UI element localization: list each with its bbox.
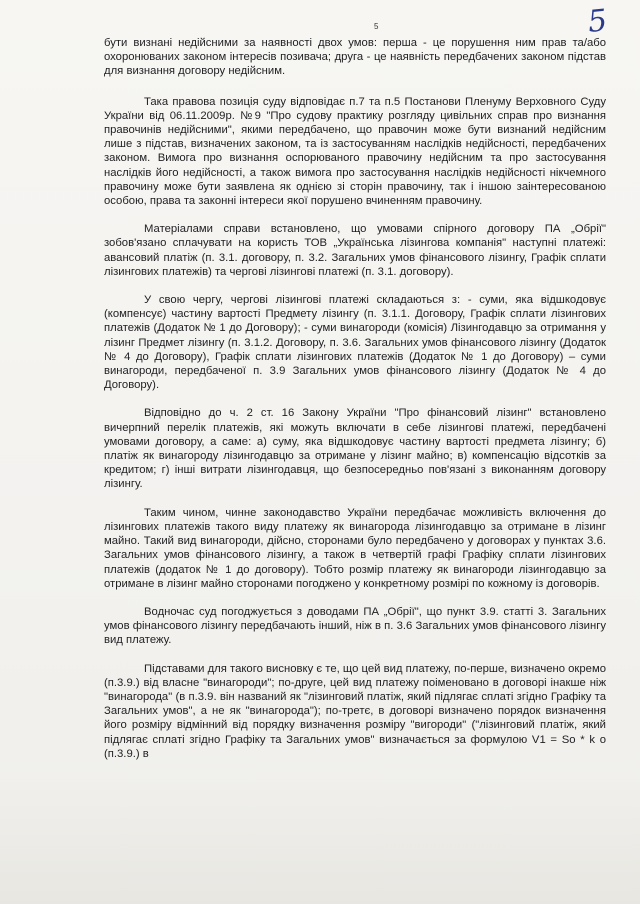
scan-shading — [0, 780, 640, 904]
paragraph-grounds: Підставами для такого висновку є те, що цей вид платежу, по-перше, визначено окремо (п.3.9.) від власне "винагороди"; по-друге, цей вид платежу поіменовано в договорі інакше ніж "винагорода" (в п.3.9. він названий як "лізинговий платіж, який підлягає сплаті згідно Графіку та Загальних умов", а не як "винагорода"); по-третє, в договорі визначено порядок визначення його розміру відмінний від порядку визначення розміру "вигороди" ("лізинговий платіж, який підлягає сплаті згідно Графіку та Загальних умов" визначається за формулою V1 = So * k o (п.3.9.) в — [104, 662, 606, 760]
paragraph-legislation: Таким чином, чинне законодавство України передбачає можливість включення до лізингових платежів такого виду платежу як винагорода лізингодавцю за отримане в лізинг майно. Такий вид винагороди, дійсно, сторонами було передбачено у договорах у пунктах 3.6. Загальних умов фінансового лізингу, а також в четвертій графі Графіку сплати лізингових платежів (додаток № 1 до договору). Тобто розмір платежу як винагороди лізингодавцю за отримане в лізинг майно сторонами погоджено у конкретному розмірі по кожному із договорів. — [104, 506, 606, 590]
document-body — [104, 36, 606, 775]
paragraph-legal-position: Така правова позиція суду відповідає п.7 та п.5 Постанови Пленуму Верховного Суду України від 06.11.2009р. №9 "Про судову практику розгляду цивільних справ про визнання правочинів недійсними", якими передбачено, що правочин може бути визнаний недійсним лише з підстав, визначених законом, та із застосуванням наслідків недійсності, передбачених законом. Вимога про визнання оспорюваного правочину недійсним та про застосування наслідків його недійсності, а також вимога про застосування наслідків недійсності нікчемного правочину може бути заявлена як однією зі сторін правочину, так і іншою заінтересованою особою, права та законні інтереси якої порушено вчиненням правочину. — [104, 95, 606, 208]
paragraph-court-agrees: Водночас суд погоджується з доводами ПА „Обрії", що пункт 3.9. статті 3. Загальних умов фінансового лізингу передбачають інший, ніж в п. 3.6 Загальних умов фінансового лізингу вид платежу. — [104, 605, 606, 647]
paragraph-continuation: бути визнані недійсними за наявності двох умов: перша - це порушення ним прав та/або охоронюваних законом інтересів позивача; друга - це наявність передбачених законом підстав для визнання договору недійсним. — [104, 37, 606, 78]
paragraph-lease-payments: У свою чергу, чергові лізингові платежі складаються з: - суми, яка відшкодовує (компенсує) частину вартості Предмету лізингу (п. 3.1.1. Договору, Графік сплати лізингових платежів (Додаток № 1 до Договору); - суми винагороди (комісія) Лізингодавцю за отримання у лізинг Предмет лізингу (п. 3.1.2. Договору, п. 3.6. Загальних умов фінансового лізингу (Додаток № 4 до Договору), Графік сплати лізингових платежів (Додаток № 1 до Договору) – суми винагороди, передбаченої п. 3.9 Загальних умов фінансового лізингу (Додаток № 4 до Договору). — [104, 294, 606, 392]
paragraph-law-article: Відповідно до ч. 2 ст. 16 Закону України "Про фінансовий лізинг" встановлено вичерпний перелік платежів, які можуть включати в себе лізингові платежі, передбачені умовами договору, а саме: а) суму, яка відшкодовує частину вартості предмета лізингу; б) платіж як винагороду лізингодавцю за отримане у лізинг майно; в) компенсацію відсотків за кредитом; г) інші витрати лізингодавця, що безпосередньо пов'язані з виконанням договору лізингу. — [104, 407, 606, 491]
paragraph-case-materials: Матеріалами справи встановлено, що умовами спірного договору ПА „Обрії" зобов'язано сплачувати на користь ТОВ „Українська лізингова компанія" наступні платежі: авансовий платіж (п. 3.1. договору, п. 3.2. Загальних умов фінансового лізингу, Графік сплати лізингових платежів) та чергові лізингові платежі (п. 3.1. договору). — [104, 223, 606, 278]
page-number: 5 — [374, 22, 379, 31]
handwritten-page-number: 5 — [586, 3, 609, 40]
